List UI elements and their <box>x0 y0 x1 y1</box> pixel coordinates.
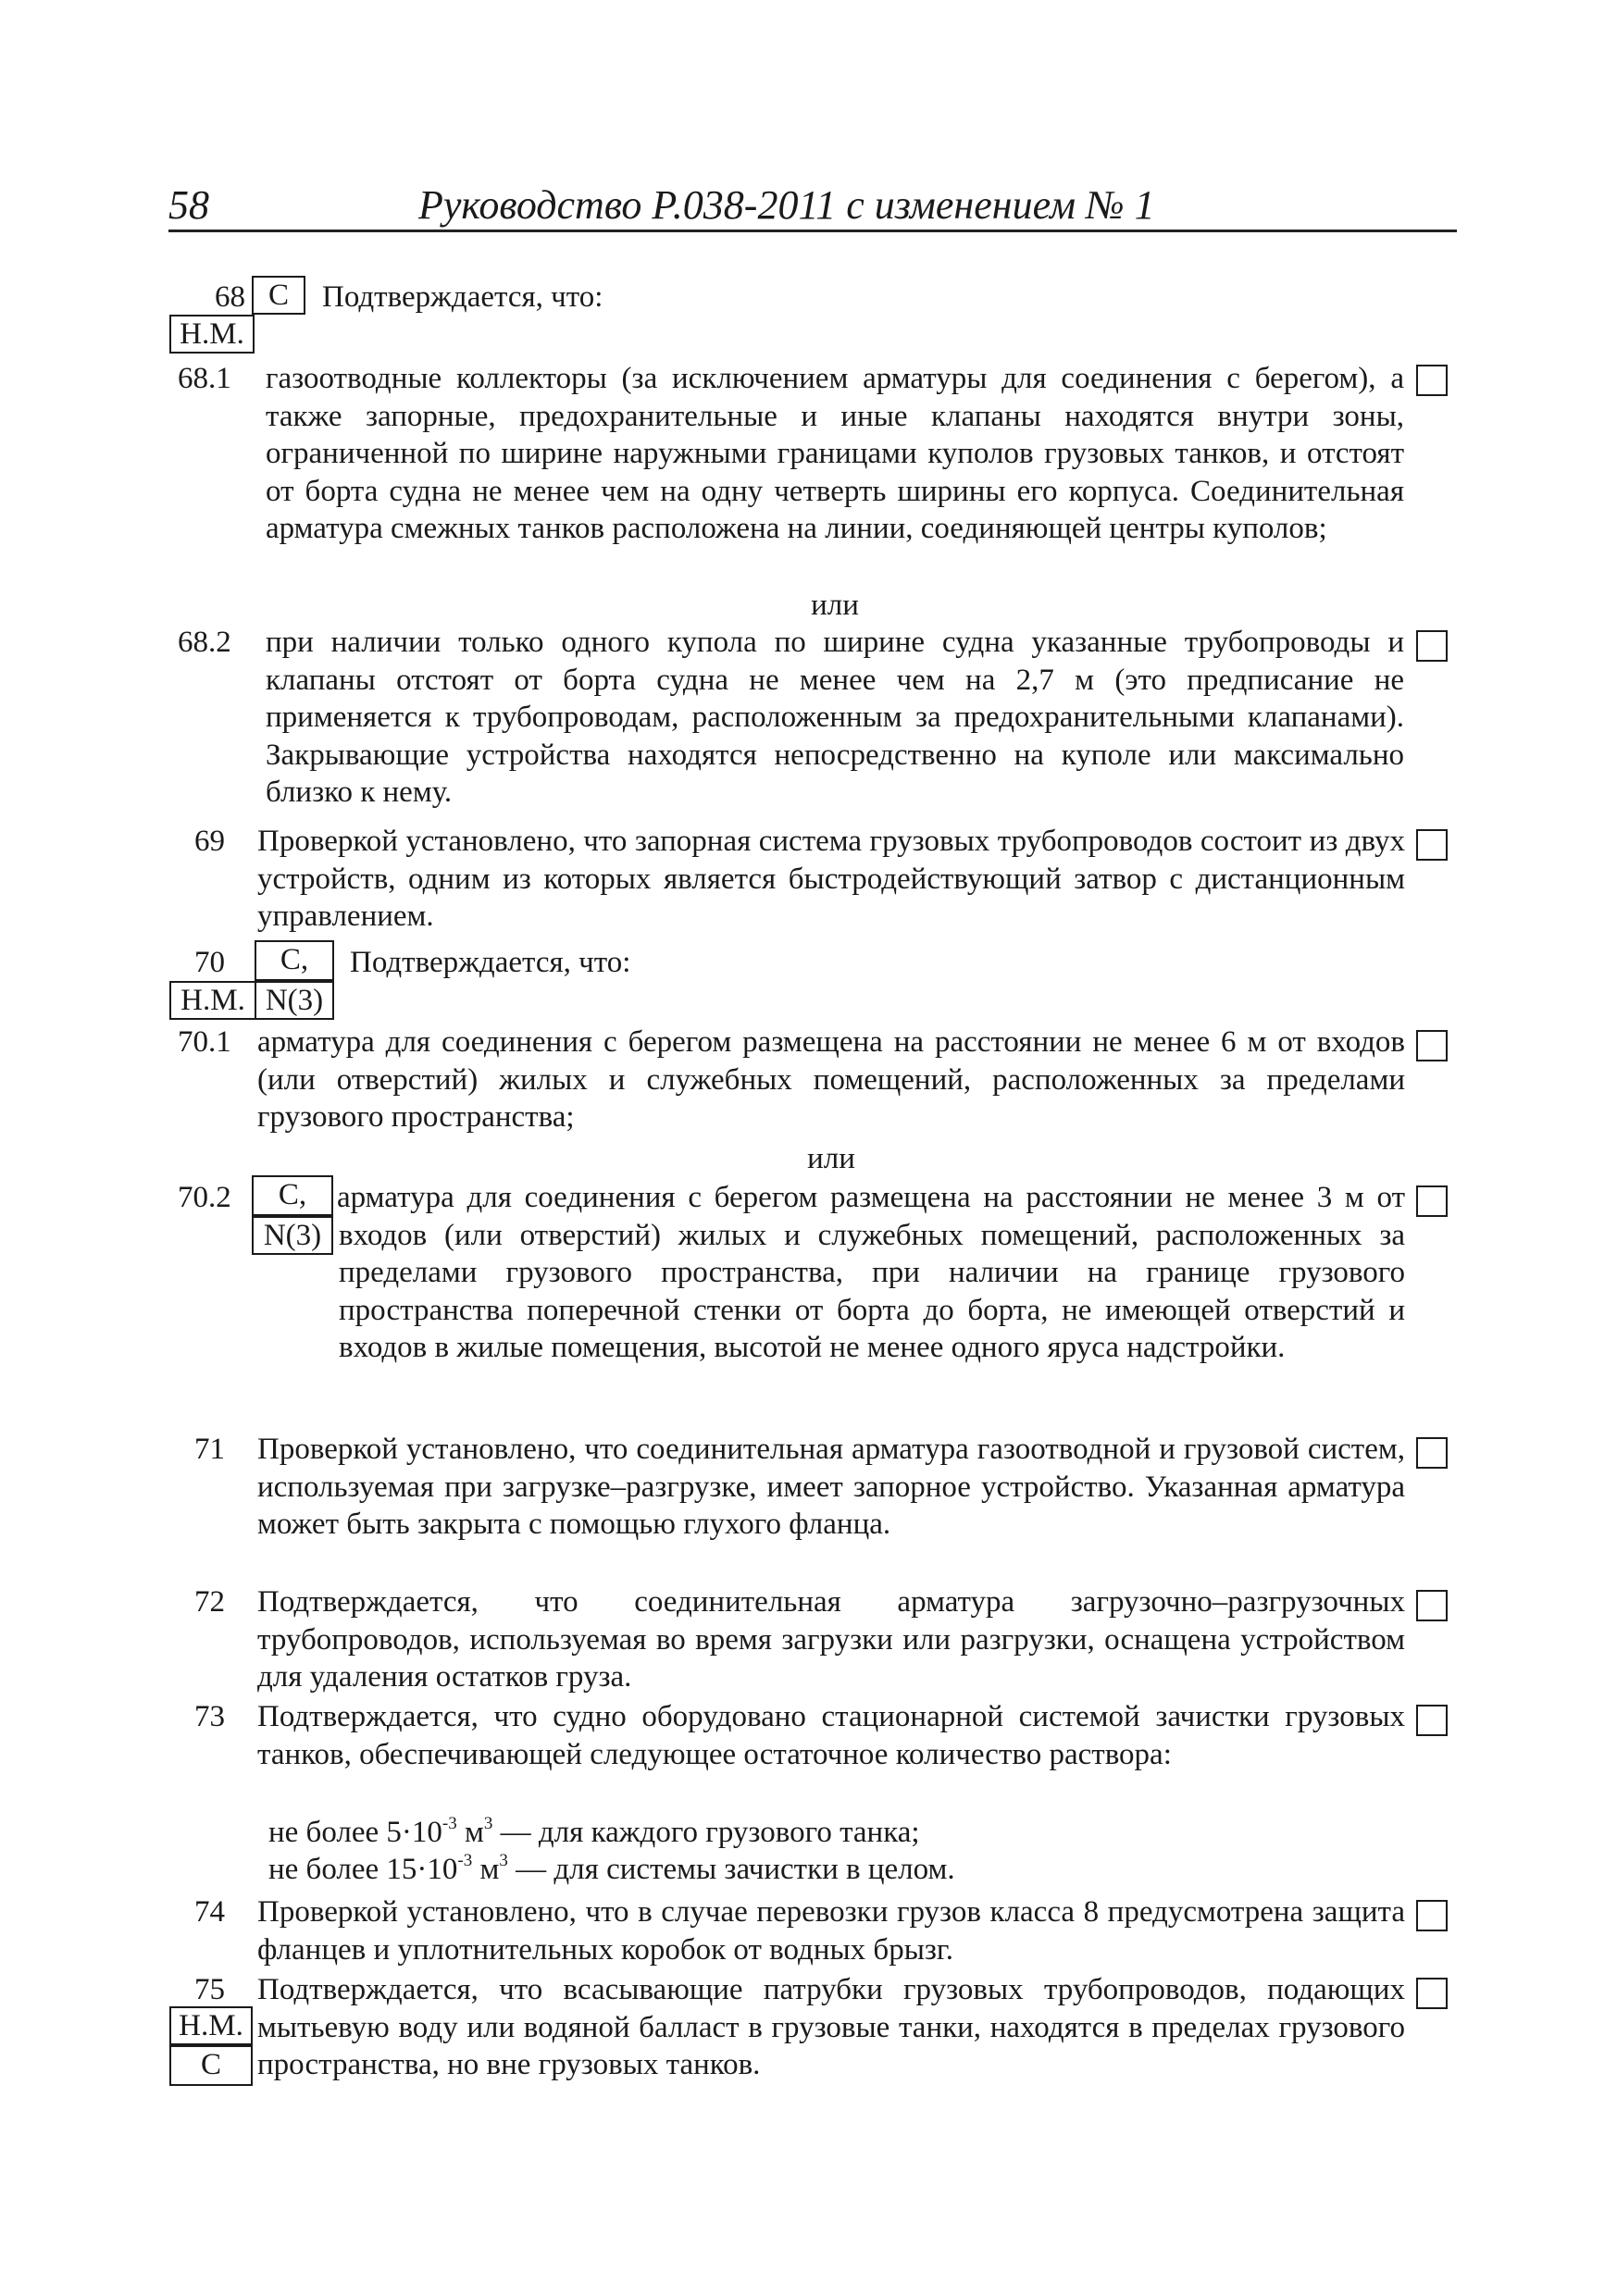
item-number-68-2: 68.2 <box>178 626 231 659</box>
residue-limit-system: не более $15\cdot 10^{-3}$ $м^3$ — для системы зачистки в целом. <box>268 1851 955 1886</box>
or-separator-2: или <box>807 1142 855 1175</box>
item-number-69: 69 <box>194 825 225 858</box>
checkbox-71[interactable] <box>1416 1437 1448 1469</box>
item-text-72: Подтверждается, что соединительная арматура загрузочно–разгрузочных трубопроводов, используемая во время загрузки или разгрузки, оснащена устройством для удаления остатков груза. <box>257 1585 1405 1694</box>
marker-nm-75: Н.М. <box>169 2006 253 2045</box>
checkbox-68-2[interactable] <box>1416 630 1448 662</box>
item-text-68: Подтверждается, что: <box>322 280 603 314</box>
marker-nm-70: Н.М. <box>169 981 256 1020</box>
marker-n3-70-2: N(3) <box>252 1216 333 1255</box>
item-number-72: 72 <box>194 1585 225 1619</box>
item-text-70-2: арматура для соединения с берегом размещена на расстоянии не менее 3 м от входов (или отверстий) жилых и служебных помещений, расположенных за пределами грузового пространства, при наличии на границе грузового пространства поперечной стенки от борта до борта, не имеющей отверстий и входов в жилые помещения, высотой не менее одного яруса надстройки. <box>337 1181 1405 1364</box>
page-number: 58 <box>168 182 209 228</box>
item-number-70-2: 70.2 <box>178 1181 231 1214</box>
item-number-68-1: 68.1 <box>178 362 231 395</box>
checkbox-74[interactable] <box>1416 1900 1448 1931</box>
checkbox-70-1[interactable] <box>1416 1030 1448 1061</box>
marker-n3-70: N(3) <box>255 981 334 1020</box>
header-rule <box>168 230 1457 232</box>
item-number-73: 73 <box>194 1700 225 1733</box>
checkbox-68-1[interactable] <box>1416 365 1448 396</box>
marker-c-75: С <box>169 2045 253 2086</box>
residue-limit-per-tank: не более $5\cdot 10^{-3}$ $м^3$ — для каждого грузового танка; <box>268 1814 920 1849</box>
marker-nm-68: Н.М. <box>169 315 255 354</box>
marker-c-70-2: С, <box>252 1175 333 1216</box>
checkbox-75[interactable] <box>1416 1978 1448 2009</box>
item-number-70: 70 <box>194 946 225 979</box>
page-header <box>168 181 1457 228</box>
item-text-75: Подтверждается, что всасывающие патрубки грузовых трубопроводов, подающих мытьевую воду или водяной балласт в грузовые танки, находятся в пределах грузового пространства, но вне грузовых танков. <box>257 1973 1405 2081</box>
checkbox-72[interactable] <box>1416 1590 1448 1621</box>
item-number-74: 74 <box>194 1895 225 1929</box>
item-text-74: Проверкой установлено, что в случае перевозки грузов класса 8 предусмотрена защита фланцев и уплотнительных коробок от водных брызг. <box>257 1895 1405 1967</box>
item-text-68-2: при наличии только одного купола по ширине судна указанные трубопроводы и клапаны отстоят от борта судна не менее чем на 2,7 м (это предписание не применяется к трубопроводам, расположенным за предохранительными клапанами). Закрывающие устройства находятся непосредственно на куполе или максимально близко к нему. <box>266 626 1404 809</box>
document-title: Руководство Р.038-2011 с изменением № 1 <box>418 182 1155 228</box>
checkbox-70-2[interactable] <box>1416 1185 1448 1217</box>
item-number-68: 68 <box>215 280 245 314</box>
item-text-73: Подтверждается, что судно оборудовано стационарной системой зачистки грузовых танков, обеспечивающей следующее остаточное количество раствора: <box>257 1700 1405 1771</box>
checkbox-73[interactable] <box>1416 1705 1448 1736</box>
item-text-70-1: арматура для соединения с берегом размещена на расстоянии не менее 6 м от входов (или отверстий) жилых и служебных помещений, расположенных за пределами грузового пространства; <box>257 1025 1405 1134</box>
marker-c-70: С, <box>255 940 334 981</box>
marker-c-68: С <box>252 276 305 315</box>
or-separator-1: или <box>811 589 859 622</box>
item-text-68-1: газоотводные коллекторы (за исключением арматуры для соединения с берегом), а также запорные, предохранительные и иные клапаны находятся внутри зоны, ограниченной по ширине наружными границами куполов грузовых танков, и отстоят от борта судна не менее чем на одну четверть ширины его корпуса. Соединительная арматура смежных танков расположена на линии, соединяющей центры куполов; <box>266 362 1404 545</box>
item-number-75: 75 <box>194 1973 225 2006</box>
item-text-69: Проверкой установлено, что запорная система грузовых трубопроводов состоит из двух устройств, одним из которых является быстродействующий затвор с дистанционным управлением. <box>257 825 1405 933</box>
item-text-71: Проверкой установлено, что соединительная арматура газоотводной и грузовой систем, используемая при загрузке–разгрузке, имеет запорное устройство. Указанная арматура может быть закрыта с помощью глухого фланца. <box>257 1433 1405 1541</box>
checkbox-69[interactable] <box>1416 829 1448 861</box>
item-text-70: Подтверждается, что: <box>350 946 631 979</box>
item-number-70-1: 70.1 <box>178 1025 231 1059</box>
item-number-71: 71 <box>194 1433 225 1466</box>
